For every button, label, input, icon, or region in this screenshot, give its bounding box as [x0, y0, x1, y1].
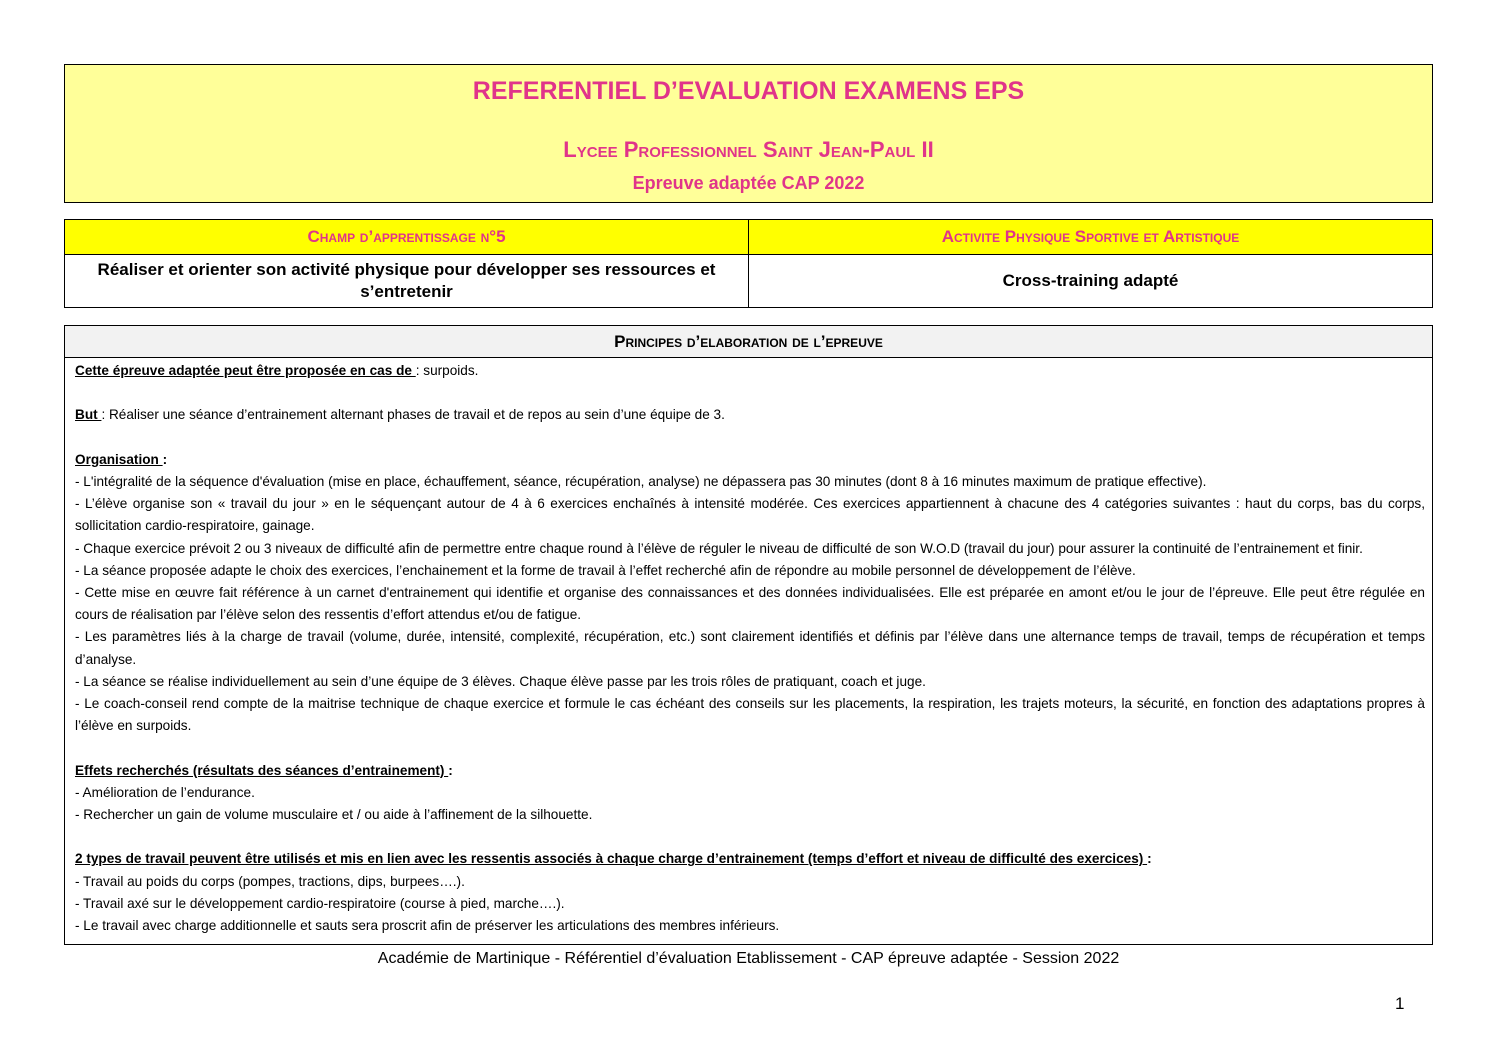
list-item: - Travail axé sur le développement cardio-respiratoire (course à pied, marche….). [75, 895, 565, 911]
goal-label: But [75, 407, 102, 423]
header-box [64, 64, 1433, 203]
list-item: - L’élève organise son « travail du jour » en le séquençant autour de 4 à 6 exercices enchaînés à intensité modérée. Ces exercices appartiennent à chacune des 4 catégories suivantes : haut du corps, bas du corps, sollicitation cardio-respiratoire, gainage. [75, 496, 1425, 534]
apsa-value: Cross-training adapté [1002, 271, 1179, 290]
school-name: Lycee Professionnel Saint Jean-Paul II [563, 137, 934, 162]
list-item: - Le coach-conseil rend compte de la maitrise technique de chaque exercice et formule le cas échéant des conseils sur les placements, la respiration, les trajets moteurs, la sécurité, en fonction des adaptations propres à l’élève en surpoids. [75, 696, 1425, 734]
case-value: : surpoids. [415, 363, 479, 378]
effects-label: Effets recherchés (résultats des séances d’entrainement) [75, 762, 449, 778]
case-label: Cette épreuve adaptée peut être proposée en cas de [75, 363, 416, 378]
effects-suffix: : [448, 762, 453, 778]
list-item: - Amélioration de l’endurance. [75, 784, 255, 800]
goal-value: : Réaliser une séance d’entrainement alternant phases de travail et de repos au sein d’une équipe de 3. [101, 407, 725, 423]
list-item: - Cette mise en œuvre fait référence à un carnet d'entrainement qui identifie et organise des connaissances et des données individualisées. Elle est préparée en amont et/ou le jour de l’épreuve. Elle peut être régulée en cours de réalisation par l’élève selon des ressentis d’effort attendus et/ou de fatigue. [75, 585, 1425, 623]
page-number: 1 [1395, 994, 1405, 1013]
list-item: - Travail au poids du corps (pompes, tractions, dips, burpees….). [75, 873, 465, 889]
effects-heading [75, 760, 1425, 782]
goal-line [75, 404, 1425, 426]
principles-box [64, 325, 1433, 945]
list-item: - La séance se réalise individuellement au sein d’une équipe de 3 élèves. Chaque élève passe par les trois rôles de pratiquant, coach et juge. [75, 673, 926, 689]
list-item: - Le travail avec charge additionnelle et sauts sera proscrit afin de préserver les articulations des membres inférieurs. [75, 918, 780, 934]
types-heading [75, 848, 1425, 870]
list-item: - Les paramètres liés à la charge de travail (volume, durée, intensité, complexité, récupération, etc.) sont clairement identifiés et définis par l’élève dans une alternance temps de travail, temps de récupération et temps d’analyse. [75, 629, 1425, 667]
champ-value: Réaliser et orienter son activité physique pour développer ses ressources et s’entretenir [65, 255, 749, 307]
list-item: - Rechercher un gain de volume musculaire et / ou aide à l’affinement de la silhouette. [75, 807, 593, 823]
org-label: Organisation [75, 451, 163, 467]
page-footer: Académie de Martinique - Référentiel d’évaluation Etablissement - CAP épreuve adaptée - Session 2022 [377, 950, 1120, 967]
list-item: - L'intégralité de la séquence d'évaluation (mise en place, échauffement, séance, récupération, analyse) ne dépassera pas 30 minutes (dont 8 à 16 minutes maximum de pratique effective). [75, 473, 1207, 489]
case-line [75, 360, 1425, 382]
list-item: - Chaque exercice prévoit 2 ou 3 niveaux de difficulté afin de permettre entre chaque round à l’élève de réguler le niveau de difficulté de son W.O.D (travail du jour) pour assurer la continuité de l’entrainement et finir. [75, 540, 1363, 556]
champ-table [64, 219, 1433, 308]
list-item: - La séance proposée adapte le choix des exercices, l’enchainement et la forme de travail à l’effet recherché afin de répondre au mobile personnel de développement de l’élève. [75, 562, 1136, 578]
org-suffix: : [162, 451, 168, 467]
principles-header: Principes d’elaboration de l’epreuve [65, 326, 1432, 358]
champ-header: Champ d’apprentissage n°5 [65, 220, 749, 255]
principles-body [75, 360, 1425, 937]
document-subtitle: Epreuve adaptée CAP 2022 [632, 173, 865, 193]
types-suffix: : [1147, 851, 1152, 867]
document-title: REFERENTIEL D’EVALUATION EXAMENS EPS [472, 77, 1025, 105]
types-label: 2 types de travail peuvent être utilisés et mis en lien avec les ressentis associés à chaque charge d’entrainement (temps d’effort et niveau de difficulté des exercices) [75, 851, 1148, 867]
org-heading [75, 449, 1425, 471]
apsa-header: Activite Physique Sportive et Artistique [749, 220, 1432, 255]
